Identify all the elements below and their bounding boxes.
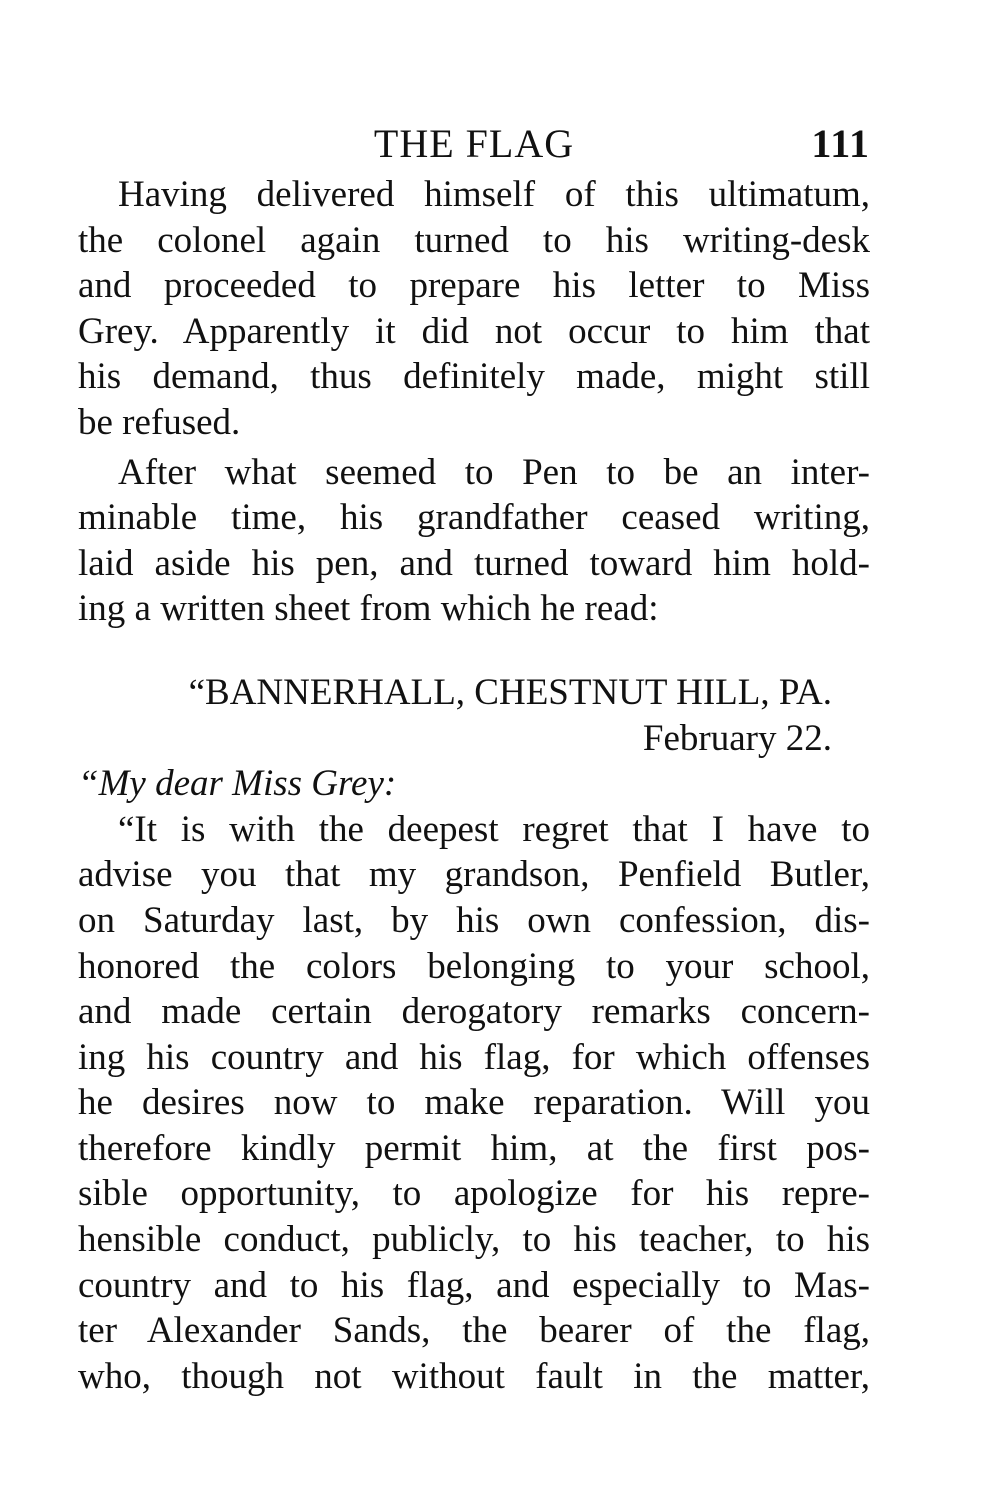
text-line: hensible conduct, publicly, to his teacher, to his <box>78 1219 870 1261</box>
text-line: Having delivered himself of this ultimatum, <box>118 174 870 215</box>
letter-salutation: “My dear Miss Grey: <box>78 763 397 805</box>
paragraph-grandfather <box>78 450 870 632</box>
running-header <box>78 112 870 172</box>
text-line: the colonel again turned to his writing-desk <box>78 219 870 261</box>
book-page <box>78 112 870 1399</box>
text-line: After what seemed to Pen to be an inter- <box>118 451 870 493</box>
text-line: “It is with the deepest regret that I have to <box>118 808 870 850</box>
text-line: Grey. Apparently it did not occur to him that <box>78 310 870 352</box>
text-line: honored the colors belonging to your school, <box>78 945 870 987</box>
page-number: 111 <box>811 121 870 166</box>
letter-address: “BANNERHALL, CHESTNUT HILL, PA. <box>188 671 832 713</box>
text-line: on Saturday last, by his own confession, dis- <box>78 899 870 941</box>
text-line: and proceeded to prepare his letter to Miss <box>78 265 870 307</box>
letter <box>78 670 870 1400</box>
text-line: laid aside his pen, and turned toward him hold- <box>78 542 870 584</box>
text-line: and made certain derogatory remarks concern- <box>78 991 870 1033</box>
text-line: advise you that my grandson, Penfield Butler, <box>78 854 870 896</box>
text-line: ing a written sheet from which he read: <box>78 588 659 630</box>
letter-date: February 22. <box>642 717 832 759</box>
text-line: be refused. <box>78 401 241 443</box>
text-line: country and to his flag, and especially to Mas- <box>78 1264 870 1306</box>
text-line: his demand, thus definitely made, might still <box>78 356 870 398</box>
paragraph-ultimatum <box>78 172 870 446</box>
text-line: sible opportunity, to apologize for his repre- <box>78 1173 870 1215</box>
text-line: who, though not without fault in the matter, <box>78 1355 870 1397</box>
text-line: he desires now to make reparation. Will you <box>78 1082 870 1124</box>
text-line: therefore kindly permit him, at the first pos- <box>78 1127 870 1169</box>
running-title: THE FLAG <box>373 121 575 166</box>
text-line: minable time, his grandfather ceased writing, <box>78 497 870 539</box>
text-line: ing his country and his flag, for which offenses <box>78 1036 870 1078</box>
text-line: ter Alexander Sands, the bearer of the flag, <box>78 1310 870 1352</box>
